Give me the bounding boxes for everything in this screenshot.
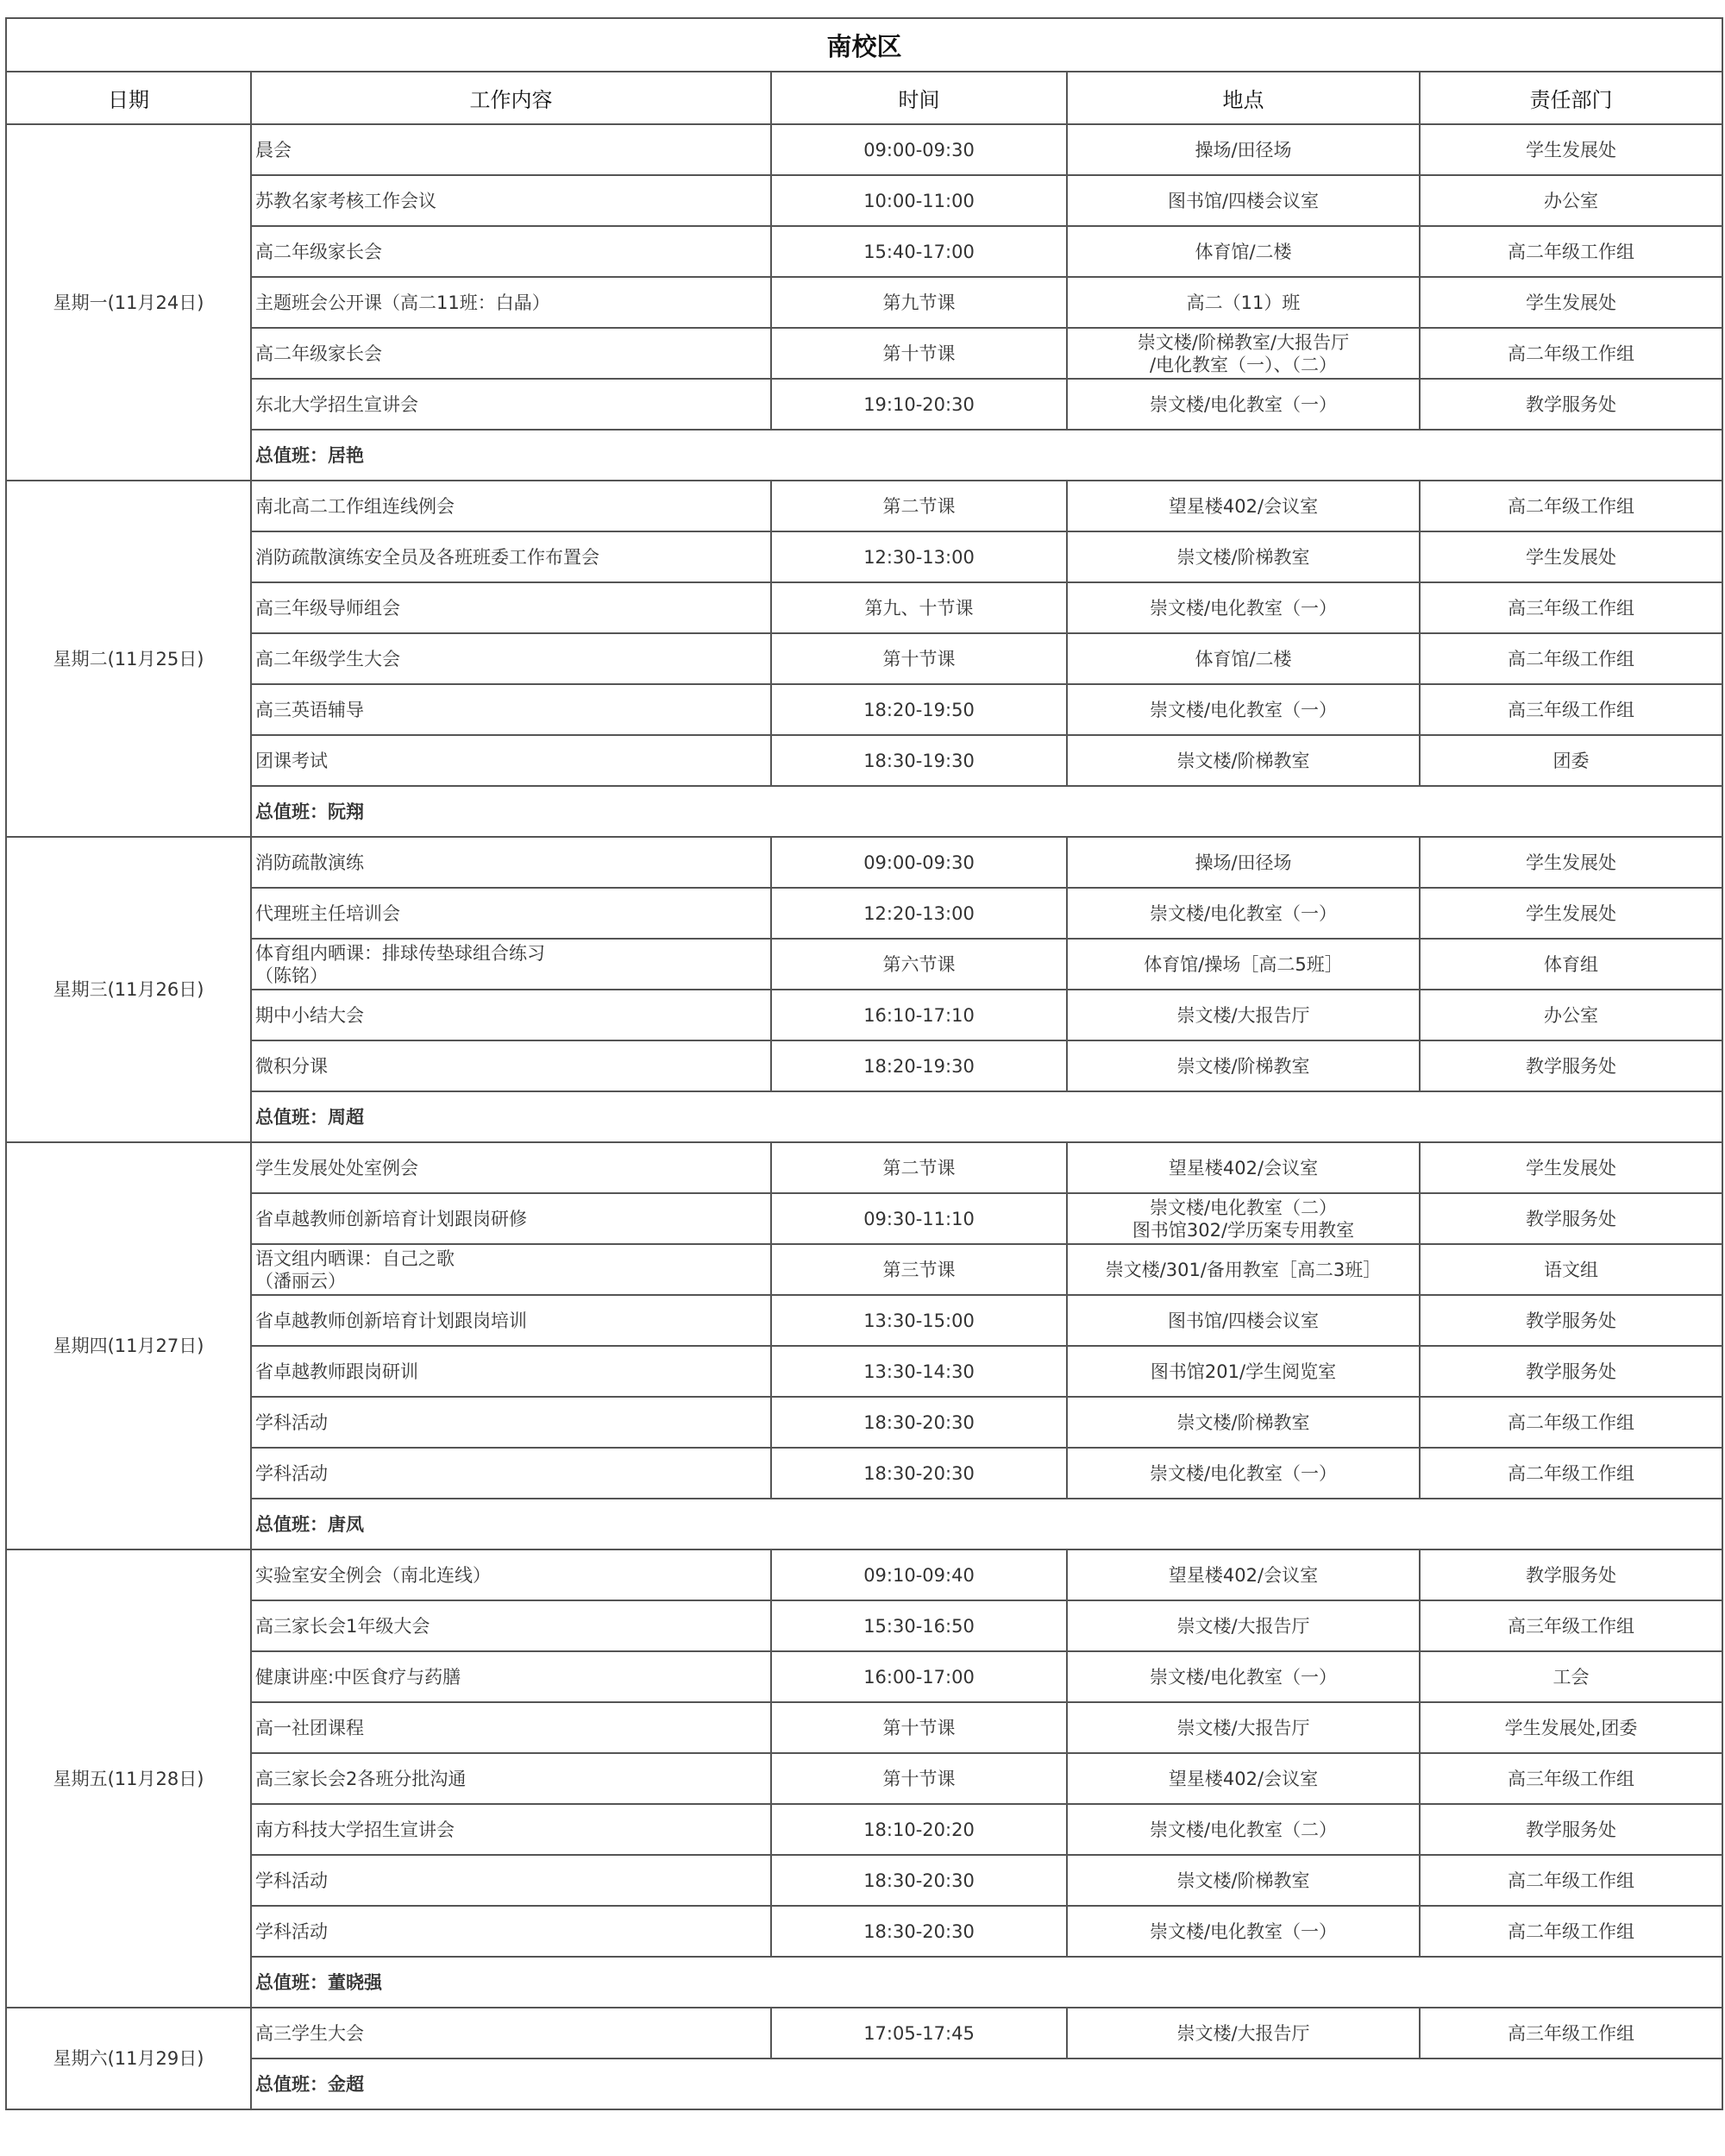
table-row xyxy=(6,939,1722,990)
dept-cell: 学生发展处 xyxy=(1420,531,1722,582)
dept-cell: 高二年级工作组 xyxy=(1420,481,1722,531)
time-cell: 16:10-17:10 xyxy=(771,990,1067,1040)
dept-cell: 教学服务处 xyxy=(1420,1549,1722,1600)
dept-cell: 学生发展处 xyxy=(1420,1142,1722,1193)
table-row xyxy=(6,1702,1722,1753)
table-row xyxy=(6,1753,1722,1804)
dept-cell: 学生发展处 xyxy=(1420,124,1722,175)
time-cell: 18:30-20:30 xyxy=(771,1397,1067,1448)
duty-officer-cell: 总值班：金超 xyxy=(251,2059,1722,2109)
table-row xyxy=(6,124,1722,175)
time-cell: 第二节课 xyxy=(771,1142,1067,1193)
dept-cell: 高二年级工作组 xyxy=(1420,1906,1722,1957)
schedule-sheet xyxy=(5,17,1722,2110)
place-cell: 崇文楼/阶梯教室 xyxy=(1067,1397,1420,1448)
table-row xyxy=(6,1906,1722,1957)
table-row xyxy=(6,1397,1722,1448)
header-time: 时间 xyxy=(771,72,1067,124)
header-row xyxy=(6,72,1722,124)
content-cell: 团课考试 xyxy=(251,735,771,786)
duty-officer-cell: 总值班：居艳 xyxy=(251,430,1722,481)
dept-cell: 学生发展处 xyxy=(1420,277,1722,328)
content-cell: 晨会 xyxy=(251,124,771,175)
dept-cell: 工会 xyxy=(1420,1651,1722,1702)
time-cell: 09:00-09:30 xyxy=(771,124,1067,175)
place-cell: 望星楼402/会议室 xyxy=(1067,1753,1420,1804)
dept-cell: 教学服务处 xyxy=(1420,1193,1722,1244)
content-cell: 省卓越教师创新培育计划跟岗研修 xyxy=(251,1193,771,1244)
content-cell: 苏教名家考核工作会议 xyxy=(251,175,771,226)
time-cell: 09:30-11:10 xyxy=(771,1193,1067,1244)
content-cell: 学科活动 xyxy=(251,1448,771,1499)
time-cell: 13:30-15:00 xyxy=(771,1295,1067,1346)
content-cell: 消防疏散演练安全员及各班班委工作布置会 xyxy=(251,531,771,582)
place-cell: 望星楼402/会议室 xyxy=(1067,1142,1420,1193)
content-cell: 高二年级家长会 xyxy=(251,328,771,379)
content-cell: 高三英语辅导 xyxy=(251,684,771,735)
dept-cell: 高二年级工作组 xyxy=(1420,1855,1722,1906)
place-cell: 崇文楼/大报告厅 xyxy=(1067,1702,1420,1753)
place-cell: 望星楼402/会议室 xyxy=(1067,1549,1420,1600)
table-row xyxy=(6,1346,1722,1397)
schedule-table xyxy=(5,17,1723,2110)
place-cell: 崇文楼/阶梯教室 xyxy=(1067,735,1420,786)
content-cell: 南北高二工作组连线例会 xyxy=(251,481,771,531)
dept-cell: 高三年级工作组 xyxy=(1420,2008,1722,2059)
content-cell: 高三家长会1年级大会 xyxy=(251,1600,771,1651)
content-cell: 高三年级导师组会 xyxy=(251,582,771,633)
table-title: 南校区 xyxy=(6,18,1722,72)
time-cell: 第十节课 xyxy=(771,328,1067,379)
content-cell: 东北大学招生宣讲会 xyxy=(251,379,771,430)
place-cell: 崇文楼/电化教室（一） xyxy=(1067,1448,1420,1499)
place-cell: 图书馆/四楼会议室 xyxy=(1067,1295,1420,1346)
content-cell: 省卓越教师创新培育计划跟岗培训 xyxy=(251,1295,771,1346)
table-row xyxy=(6,1804,1722,1855)
duty-row xyxy=(6,786,1722,837)
content-cell: 学科活动 xyxy=(251,1906,771,1957)
time-cell: 18:30-20:30 xyxy=(771,1855,1067,1906)
dept-cell: 高二年级工作组 xyxy=(1420,1448,1722,1499)
dept-cell: 团委 xyxy=(1420,735,1722,786)
table-row xyxy=(6,633,1722,684)
time-cell: 12:30-13:00 xyxy=(771,531,1067,582)
dept-cell: 办公室 xyxy=(1420,990,1722,1040)
content-cell: 高二年级学生大会 xyxy=(251,633,771,684)
time-cell: 12:20-13:00 xyxy=(771,888,1067,939)
place-cell: 体育馆/二楼 xyxy=(1067,633,1420,684)
content-cell: 学科活动 xyxy=(251,1855,771,1906)
content-cell: 学生发展处处室例会 xyxy=(251,1142,771,1193)
day-date-cell: 星期三(11月26日) xyxy=(6,837,251,1142)
header-dept: 责任部门 xyxy=(1420,72,1722,124)
dept-cell: 学生发展处,团委 xyxy=(1420,1702,1722,1753)
dept-cell: 高三年级工作组 xyxy=(1420,582,1722,633)
day-date-cell: 星期五(11月28日) xyxy=(6,1549,251,2008)
place-cell: 崇文楼/电化教室（二） xyxy=(1067,1804,1420,1855)
content-cell: 健康讲座:中医食疗与药膳 xyxy=(251,1651,771,1702)
duty-officer-cell: 总值班：周超 xyxy=(251,1091,1722,1142)
time-cell: 第六节课 xyxy=(771,939,1067,990)
dept-cell: 高三年级工作组 xyxy=(1420,684,1722,735)
place-cell: 崇文楼/阶梯教室/大报告厅 /电化教室（一）、（二） xyxy=(1067,328,1420,379)
time-cell: 18:30-20:30 xyxy=(771,1906,1067,1957)
dept-cell: 高二年级工作组 xyxy=(1420,226,1722,277)
dept-cell: 学生发展处 xyxy=(1420,837,1722,888)
dept-cell: 高二年级工作组 xyxy=(1420,1397,1722,1448)
dept-cell: 高二年级工作组 xyxy=(1420,633,1722,684)
table-row xyxy=(6,990,1722,1040)
table-row xyxy=(6,1549,1722,1600)
content-cell: 微积分课 xyxy=(251,1040,771,1091)
time-cell: 18:10-20:20 xyxy=(771,1804,1067,1855)
day-date-cell: 星期六(11月29日) xyxy=(6,2008,251,2109)
table-row xyxy=(6,277,1722,328)
time-cell: 15:30-16:50 xyxy=(771,1600,1067,1651)
content-cell: 学科活动 xyxy=(251,1397,771,1448)
time-cell: 19:10-20:30 xyxy=(771,379,1067,430)
content-cell: 代理班主任培训会 xyxy=(251,888,771,939)
duty-row xyxy=(6,1499,1722,1549)
day-date-cell: 星期二(11月25日) xyxy=(6,481,251,837)
table-row xyxy=(6,1600,1722,1651)
place-cell: 操场/田径场 xyxy=(1067,837,1420,888)
place-cell: 崇文楼/大报告厅 xyxy=(1067,2008,1420,2059)
place-cell: 崇文楼/电化教室（一） xyxy=(1067,1651,1420,1702)
place-cell: 崇文楼/电化教室（一） xyxy=(1067,888,1420,939)
content-cell: 实验室安全例会（南北连线） xyxy=(251,1549,771,1600)
place-cell: 高二（11）班 xyxy=(1067,277,1420,328)
place-cell: 崇文楼/大报告厅 xyxy=(1067,990,1420,1040)
content-cell: 消防疏散演练 xyxy=(251,837,771,888)
table-row xyxy=(6,735,1722,786)
time-cell: 18:30-20:30 xyxy=(771,1448,1067,1499)
duty-officer-cell: 总值班：唐凤 xyxy=(251,1499,1722,1549)
content-cell: 主题班会公开课（高二11班：白晶） xyxy=(251,277,771,328)
time-cell: 18:20-19:50 xyxy=(771,684,1067,735)
table-row xyxy=(6,175,1722,226)
dept-cell: 教学服务处 xyxy=(1420,379,1722,430)
duty-row xyxy=(6,1957,1722,2008)
header-place: 地点 xyxy=(1067,72,1420,124)
time-cell: 16:00-17:00 xyxy=(771,1651,1067,1702)
duty-row xyxy=(6,2059,1722,2109)
place-cell: 崇文楼/电化教室（二） 图书馆302/学历案专用教室 xyxy=(1067,1193,1420,1244)
place-cell: 崇文楼/电化教室（一） xyxy=(1067,582,1420,633)
table-row xyxy=(6,1295,1722,1346)
time-cell: 第十节课 xyxy=(771,1753,1067,1804)
dept-cell: 高三年级工作组 xyxy=(1420,1600,1722,1651)
table-row xyxy=(6,226,1722,277)
day-date-cell: 星期一(11月24日) xyxy=(6,124,251,481)
dept-cell: 高二年级工作组 xyxy=(1420,328,1722,379)
time-cell: 第十节课 xyxy=(771,633,1067,684)
content-cell: 高一社团课程 xyxy=(251,1702,771,1753)
place-cell: 图书馆201/学生阅览室 xyxy=(1067,1346,1420,1397)
content-cell: 体育组内晒课：排球传垫球组合练习 （陈铭） xyxy=(251,939,771,990)
dept-cell: 教学服务处 xyxy=(1420,1295,1722,1346)
table-row xyxy=(6,837,1722,888)
time-cell: 13:30-14:30 xyxy=(771,1346,1067,1397)
table-row xyxy=(6,1244,1722,1295)
time-cell: 第九、十节课 xyxy=(771,582,1067,633)
place-cell: 操场/田径场 xyxy=(1067,124,1420,175)
time-cell: 15:40-17:00 xyxy=(771,226,1067,277)
duty-row xyxy=(6,1091,1722,1142)
table-row xyxy=(6,379,1722,430)
content-cell: 期中小结大会 xyxy=(251,990,771,1040)
table-row xyxy=(6,531,1722,582)
content-cell: 高三学生大会 xyxy=(251,2008,771,2059)
time-cell: 第二节课 xyxy=(771,481,1067,531)
content-cell: 南方科技大学招生宣讲会 xyxy=(251,1804,771,1855)
time-cell: 10:00-11:00 xyxy=(771,175,1067,226)
content-cell: 语文组内晒课：自己之歌 （潘丽云） xyxy=(251,1244,771,1295)
dept-cell: 学生发展处 xyxy=(1420,888,1722,939)
place-cell: 图书馆/四楼会议室 xyxy=(1067,175,1420,226)
schedule-body xyxy=(6,124,1722,2109)
table-row xyxy=(6,1040,1722,1091)
dept-cell: 体育组 xyxy=(1420,939,1722,990)
header-date: 日期 xyxy=(6,72,251,124)
table-row xyxy=(6,684,1722,735)
place-cell: 崇文楼/阶梯教室 xyxy=(1067,531,1420,582)
duty-row xyxy=(6,430,1722,481)
table-row xyxy=(6,1448,1722,1499)
place-cell: 崇文楼/电化教室（一） xyxy=(1067,684,1420,735)
time-cell: 18:30-19:30 xyxy=(771,735,1067,786)
table-row xyxy=(6,1651,1722,1702)
dept-cell: 语文组 xyxy=(1420,1244,1722,1295)
place-cell: 崇文楼/大报告厅 xyxy=(1067,1600,1420,1651)
table-row xyxy=(6,328,1722,379)
day-date-cell: 星期四(11月27日) xyxy=(6,1142,251,1549)
place-cell: 望星楼402/会议室 xyxy=(1067,481,1420,531)
place-cell: 崇文楼/阶梯教室 xyxy=(1067,1040,1420,1091)
time-cell: 第九节课 xyxy=(771,277,1067,328)
table-row xyxy=(6,1855,1722,1906)
table-row xyxy=(6,1193,1722,1244)
table-row xyxy=(6,2008,1722,2059)
dept-cell: 办公室 xyxy=(1420,175,1722,226)
time-cell: 第十节课 xyxy=(771,1702,1067,1753)
place-cell: 体育馆/操场［高二5班］ xyxy=(1067,939,1420,990)
dept-cell: 高三年级工作组 xyxy=(1420,1753,1722,1804)
table-row xyxy=(6,582,1722,633)
content-cell: 高二年级家长会 xyxy=(251,226,771,277)
duty-officer-cell: 总值班：阮翔 xyxy=(251,786,1722,837)
place-cell: 崇文楼/电化教室（一） xyxy=(1067,1906,1420,1957)
table-row xyxy=(6,1142,1722,1193)
header-content: 工作内容 xyxy=(251,72,771,124)
time-cell: 18:20-19:30 xyxy=(771,1040,1067,1091)
content-cell: 省卓越教师跟岗研训 xyxy=(251,1346,771,1397)
time-cell: 09:00-09:30 xyxy=(771,837,1067,888)
place-cell: 体育馆/二楼 xyxy=(1067,226,1420,277)
dept-cell: 教学服务处 xyxy=(1420,1346,1722,1397)
content-cell: 高三家长会2各班分批沟通 xyxy=(251,1753,771,1804)
dept-cell: 教学服务处 xyxy=(1420,1804,1722,1855)
table-row xyxy=(6,888,1722,939)
place-cell: 崇文楼/阶梯教室 xyxy=(1067,1855,1420,1906)
place-cell: 崇文楼/电化教室（一） xyxy=(1067,379,1420,430)
time-cell: 第三节课 xyxy=(771,1244,1067,1295)
duty-officer-cell: 总值班：董晓强 xyxy=(251,1957,1722,2008)
table-row xyxy=(6,481,1722,531)
place-cell: 崇文楼/301/备用教室［高二3班］ xyxy=(1067,1244,1420,1295)
time-cell: 09:10-09:40 xyxy=(771,1549,1067,1600)
time-cell: 17:05-17:45 xyxy=(771,2008,1067,2059)
dept-cell: 教学服务处 xyxy=(1420,1040,1722,1091)
